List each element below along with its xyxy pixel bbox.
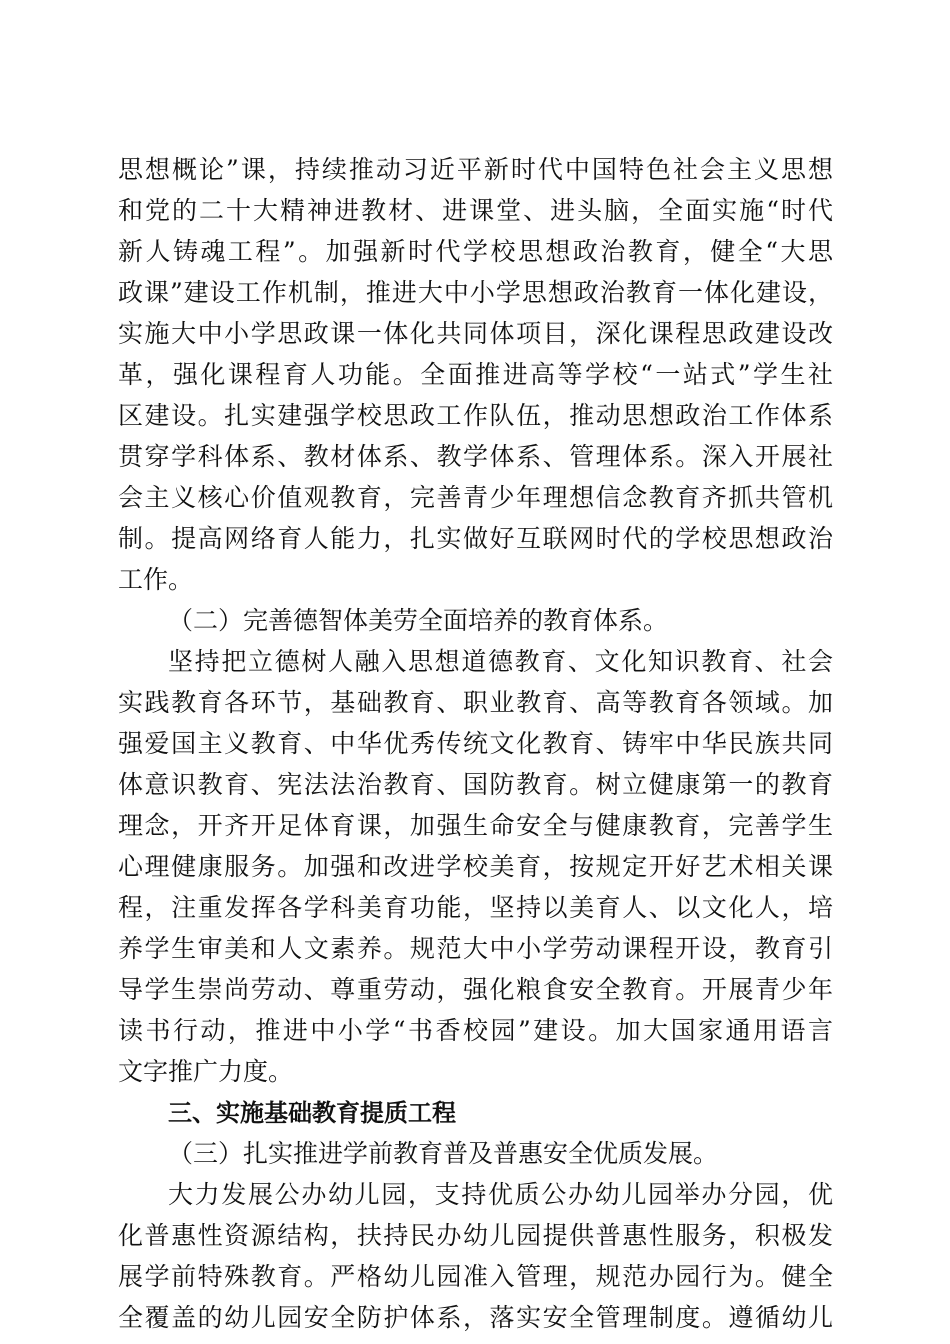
paragraph-line: 导学生崇尚劳动、尊重劳动，强化粮食安全教育。开展青少年 bbox=[118, 975, 833, 1004]
paragraph-line: 会主义核心价值观教育，完善青少年理想信念教育齐抓共管机 bbox=[118, 483, 833, 512]
paragraph-line: 坚持把立德树人融入思想道德教育、文化知识教育、社会 bbox=[168, 647, 833, 676]
paragraph-line: 革，强化课程育人功能。全面推进高等学校“一站式”学生社 bbox=[118, 360, 833, 389]
paragraph-line: 大力发展公办幼儿园，支持优质公办幼儿园举办分园，优 bbox=[168, 1180, 833, 1209]
paragraph-line: 实践教育各环节，基础教育、职业教育、高等教育各领域。加 bbox=[118, 688, 833, 717]
paragraph-line: 养学生审美和人文素养。规范大中小学劳动课程开设，教育引 bbox=[118, 934, 833, 963]
paragraph-line: 政课”建设工作机制，推进大中小学思想政治教育一体化建设， bbox=[118, 278, 833, 307]
paragraph-line: 文字推广力度。 bbox=[118, 1057, 294, 1086]
paragraph-line: 展学前特殊教育。严格幼儿园准入管理，规范办园行为。健全 bbox=[118, 1262, 833, 1291]
paragraph-line: 区建设。扎实建强学校思政工作队伍，推动思想政治工作体系 bbox=[118, 401, 833, 430]
paragraph-line: 工作。 bbox=[118, 565, 194, 594]
paragraph-line: 理念，开齐开足体育课，加强生命安全与健康教育，完善学生 bbox=[118, 811, 833, 840]
paragraph-line: 和党的二十大精神进教材、进课堂、进头脑，全面实施“时代 bbox=[118, 196, 833, 225]
section-subheading: （三）扎实推进学前教育普及普惠安全优质发展。 bbox=[168, 1139, 719, 1168]
paragraph-line: 全覆盖的幼儿园安全防护体系，落实安全管理制度。遵循幼儿 bbox=[118, 1303, 833, 1332]
section-heading: 三、实施基础教育提质工程 bbox=[168, 1099, 456, 1127]
paragraph-line: 思想概论”课，持续推动习近平新时代中国特色社会主义思想 bbox=[118, 155, 833, 184]
paragraph-line: 程，注重发挥各学科美育功能，坚持以美育人、以文化人，培 bbox=[118, 893, 833, 922]
paragraph-line: 体意识教育、宪法法治教育、国防教育。树立健康第一的教育 bbox=[118, 770, 833, 799]
paragraph-line: 新人铸魂工程”。加强新时代学校思想政治教育，健全“大思 bbox=[118, 237, 833, 266]
section-subheading: （二）完善德智体美劳全面培养的教育体系。 bbox=[168, 606, 669, 635]
paragraph-line: 强爱国主义教育、中华优秀传统文化教育、铸牢中华民族共同 bbox=[118, 729, 833, 758]
paragraph-line: 化普惠性资源结构，扶持民办幼儿园提供普惠性服务，积极发 bbox=[118, 1221, 833, 1250]
paragraph-line: 实施大中小学思政课一体化共同体项目，深化课程思政建设改 bbox=[118, 319, 833, 348]
paragraph-line: 读书行动，推进中小学“书香校园”建设。加大国家通用语言 bbox=[118, 1016, 833, 1045]
paragraph-line: 贯穿学科体系、教材体系、教学体系、管理体系。深入开展社 bbox=[118, 442, 833, 471]
paragraph-line: 制。提高网络育人能力，扎实做好互联网时代的学校思想政治 bbox=[118, 524, 833, 553]
paragraph-line: 心理健康服务。加强和改进学校美育，按规定开好艺术相关课 bbox=[118, 852, 833, 881]
